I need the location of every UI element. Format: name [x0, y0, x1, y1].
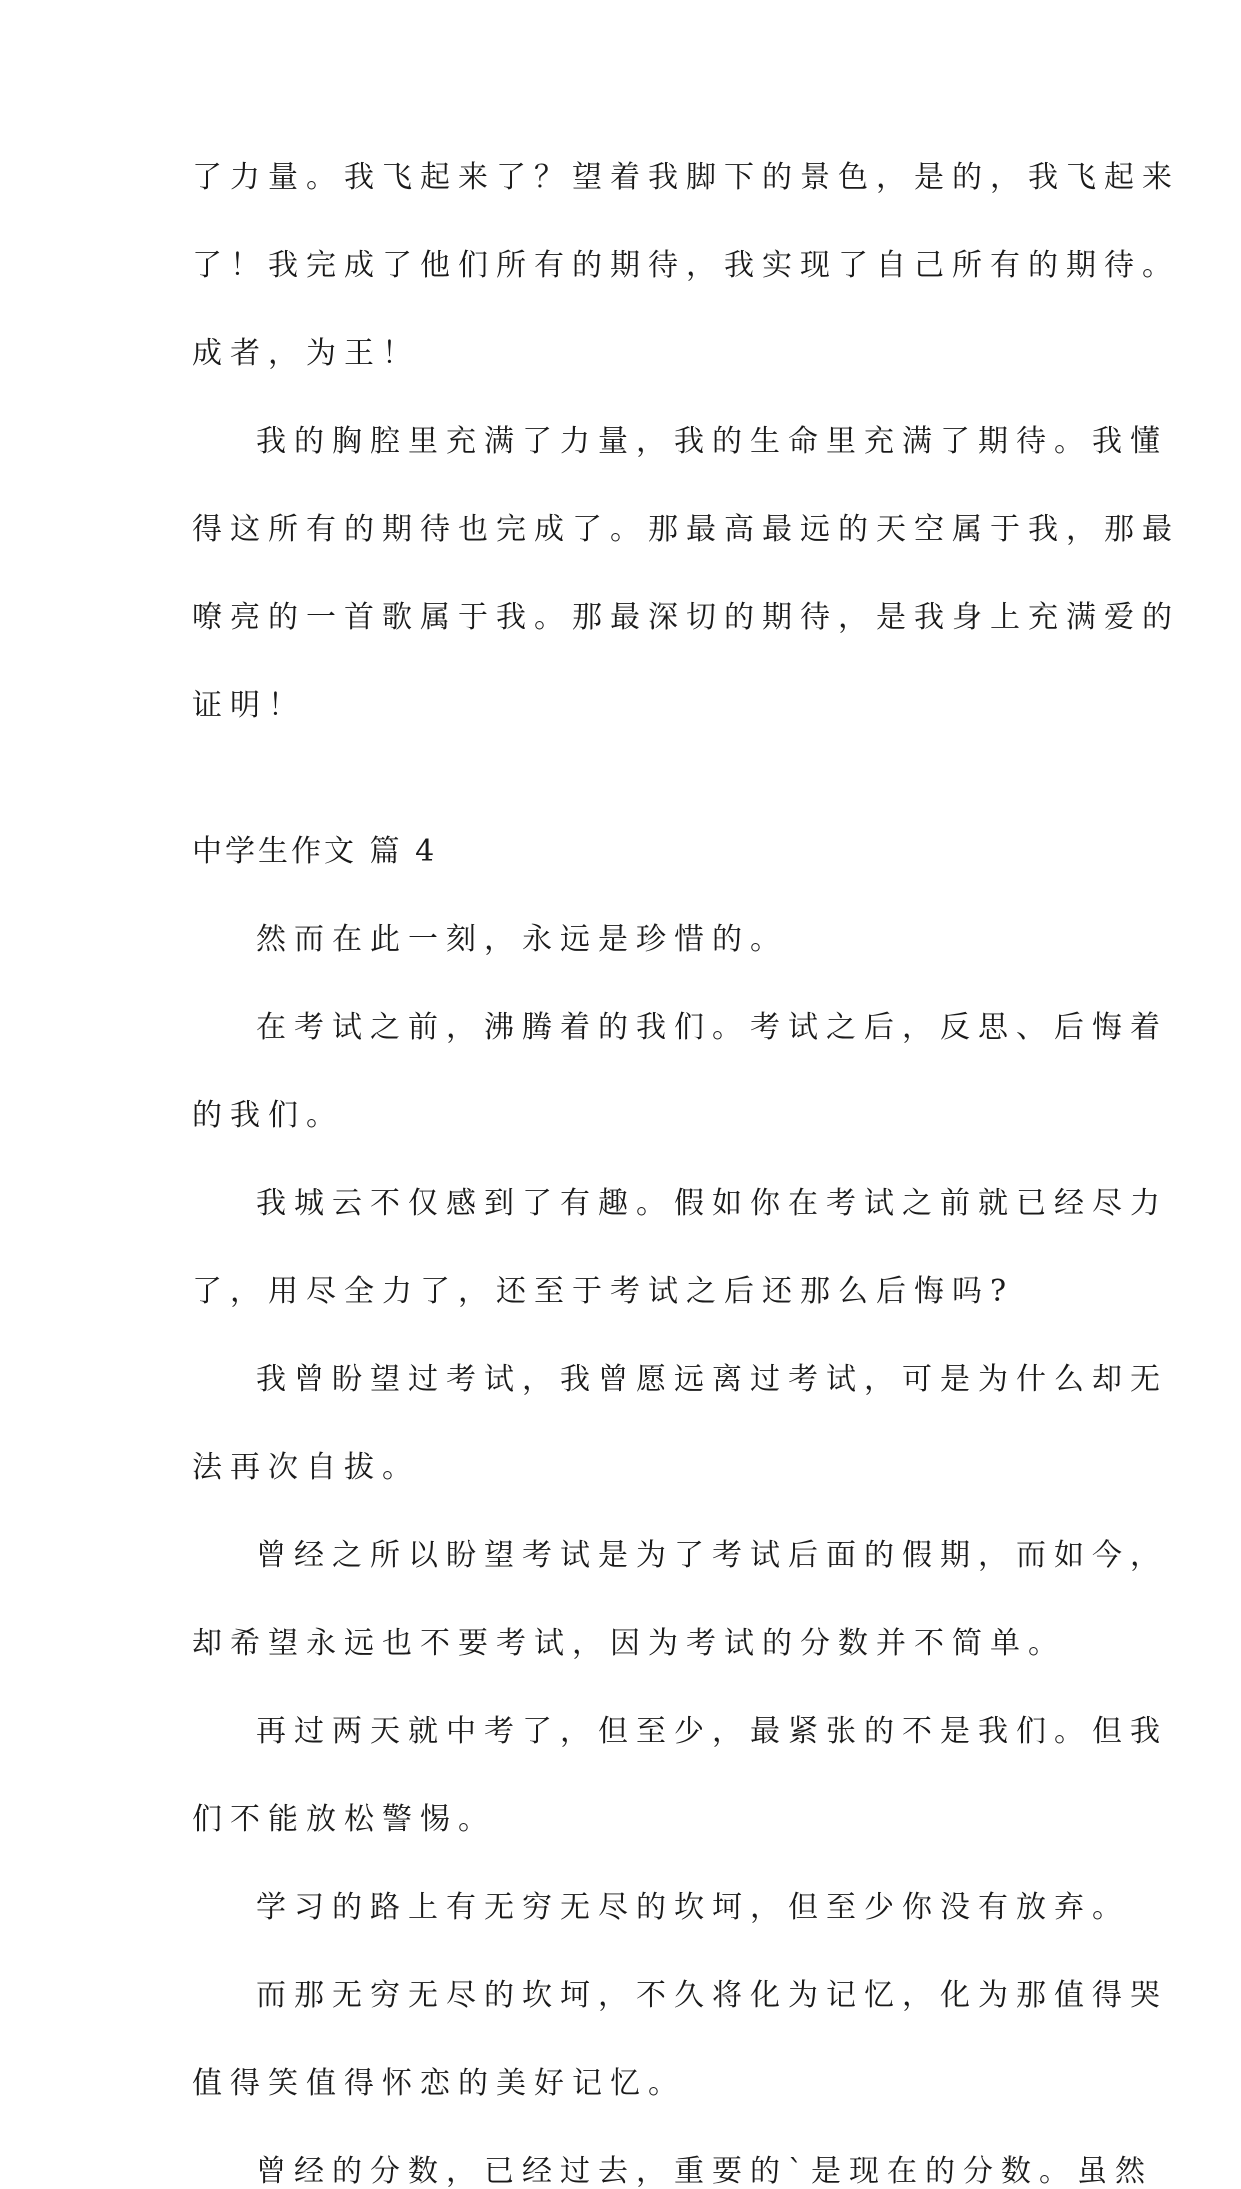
text-line: 在考试之前，沸腾着的我们。考试之后，反思、后悔着 [256, 1010, 1168, 1045]
text-line: 却希望永远也不要考试，因为考试的分数并不简单。 [192, 1626, 1066, 1661]
text-line: 我城云不仅感到了有趣。假如你在考试之前就已经尽力 [256, 1186, 1168, 1221]
text-line: 然而在此一刻，永远是珍惜的。 [256, 922, 788, 957]
text-line: 学习的路上有无穷无尽的坎坷，但至少你没有放弃。 [256, 1890, 1130, 1925]
text-line: 我曾盼望过考试，我曾愿远离过考试，可是为什么却无 [256, 1362, 1168, 1397]
paragraph [192, 1362, 1168, 1485]
text-line: 我的胸腔里充满了力量，我的生命里充满了期待。我懂 [256, 424, 1168, 459]
text-line: 了，用尽全力了，还至于考试之后还那么后悔吗? [192, 1274, 1015, 1309]
paragraph [192, 2154, 1153, 2189]
paragraph [192, 1010, 1168, 1133]
text-line: 们不能放松警惕。 [192, 1802, 496, 1837]
text-line: 再过两天就中考了，但至少，最紧张的不是我们。但我 [256, 1714, 1168, 1749]
text-line: 值得笑值得怀恋的美好记忆。 [192, 2066, 686, 2101]
paragraph [192, 1890, 1130, 1925]
text-line: 的我们。 [192, 1098, 344, 1133]
paragraph-continuation [192, 160, 1180, 371]
paragraph [192, 1186, 1168, 1309]
text-line: 证明！ [192, 688, 306, 723]
text-line: 了！我完成了他们所有的期待，我实现了自己所有的期待。 [192, 248, 1180, 283]
paragraph [192, 1714, 1168, 1837]
paragraph [192, 1978, 1168, 2101]
section-title: 中学生作文 篇 4 [192, 834, 438, 869]
text-line: 而那无穷无尽的坎坷，不久将化为记忆，化为那值得哭 [256, 1978, 1168, 2013]
text-line: 法再次自拔。 [192, 1450, 420, 1485]
paragraph [192, 424, 1180, 723]
text-line: 得这所有的期待也完成了。那最高最远的天空属于我，那最 [192, 512, 1180, 547]
text-line: 曾经的分数，已经过去，重要的`是现在的分数。虽然 [256, 2154, 1153, 2189]
text-line: 曾经之所以盼望考试是为了考试后面的假期，而如今， [256, 1538, 1168, 1573]
paragraph [192, 1538, 1168, 1661]
text-line: 嘹亮的一首歌属于我。那最深切的期待，是我身上充满爱的 [192, 600, 1180, 635]
text-line: 成者，为王！ [192, 336, 420, 371]
text-line: 了力量。我飞起来了？望着我脚下的景色，是的，我飞起来 [192, 160, 1180, 195]
document-page [192, 160, 1180, 2189]
paragraph [192, 922, 1072, 957]
